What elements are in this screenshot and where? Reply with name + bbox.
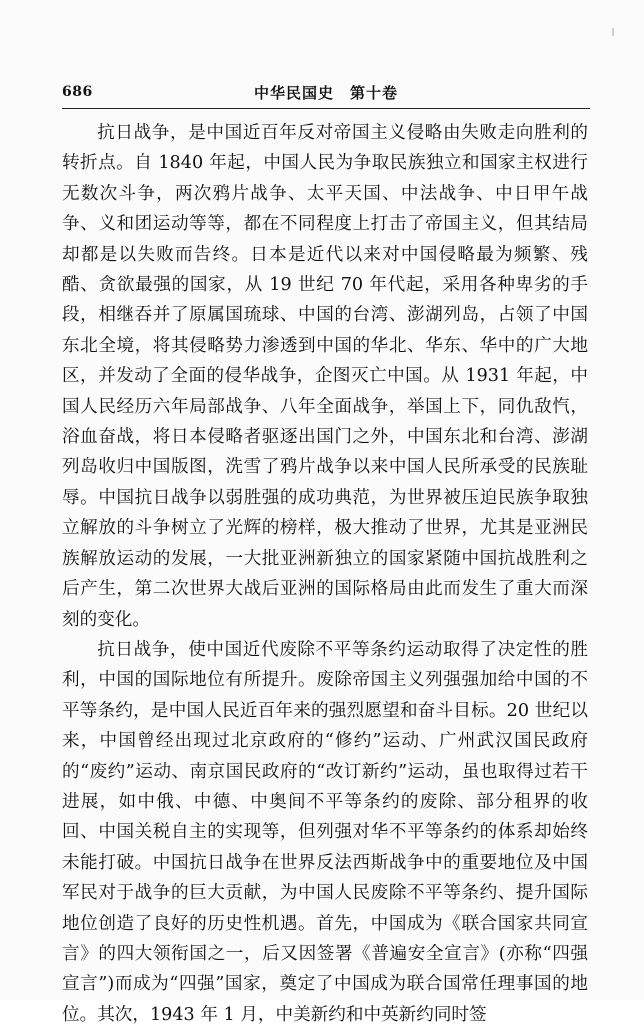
scan-artifact (612, 28, 614, 36)
running-title: 中华民国史 第十卷 (253, 84, 398, 102)
body-text (62, 118, 588, 1030)
paragraph-2: 抗日战争，使中国近代废除不平等条约运动取得了决定性的胜利，中国的国际地位有所提升。废除帝国主义列强强加给中国的不平等条约，是中国人民近百年来的强烈愿望和奋斗目标。20 世纪以来，中国曾经出现过北京政府的“修约”运动、广州武汉国民政府的“废约”运动、南京国民政府的“改订新约”运动，虽也取得过若干进展，如中俄、中德、中奥间不平等条约的废除、部分租界的收回、中国关税自主的实现等，但列强对华不平等条约的体系却始终未能打破。中国抗日战争在世界反法西斯战争中的重要地位及中国军民对于战争的巨大贡献，为中国人民废除不平等条约、提升国际地位创造了良好的历史性机遇。首先，中国成为《联合国家共同宣言》的四大领衔国之一，后又因签署《普遍安全宣言》(亦称“四强宣言”)而成为“四强”国家，奠定了中国成为联合国常任理事国的地位。其次，1943 年 1 月，中美新约和中英新约同时签 (62, 639, 588, 1025)
page-number: 686 (62, 84, 93, 100)
page-header (62, 82, 590, 106)
paragraph-1: 抗日战争，是中国近百年反对帝国主义侵略由失败走向胜利的转折点。自 1840 年起，中国人民为争取民族独立和国家主权进行无数次斗争，两次鸦片战争、太平天国、中法战争、中日甲午战争、义和团运动等等，都在不同程度上打击了帝国主义，但其结局却都是以失败而告终。日本是近代以来对中国侵略最为频繁、残酷、贪欲最强的国家，从 19 世纪 70 年代起，采用各种卑劣的手段，相继吞并了原属国琉球、中国的台湾、澎湖列岛，占领了中国东北全境，将其侵略势力渗透到中国的华北、华东、华中的广大地区，并发动了全面的侵华战争，企图灭亡中国。从 1931 年起，中国人民经历六年局部战争、八年全面战争，举国上下，同仇敌忾，浴血奋战，将日本侵略者驱逐出国门之外，中国东北和台湾、澎湖列岛收归中国版图，洗雪了鸦片战争以来中国人民所承受的民族耻辱。中国抗日战争以弱胜强的成功典范，为世界被压迫民族争取独立解放的斗争树立了光辉的榜样，极大推动了世界，尤其是亚洲民族解放运动的发展，一大批亚洲新独立的国家紧随中国抗战胜利之后产生，第二次世界大战后亚洲的国际格局由此而发生了重大而深刻的变化。 (62, 123, 588, 630)
header-rule (62, 108, 590, 109)
